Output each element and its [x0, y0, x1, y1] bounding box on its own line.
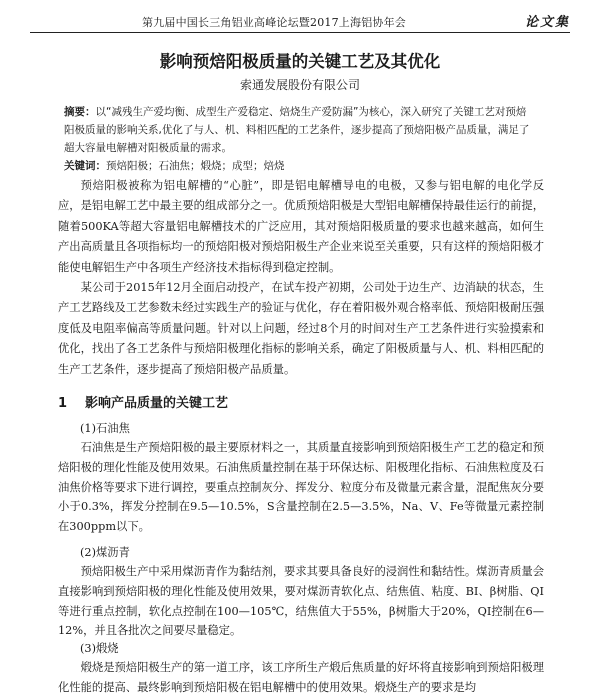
paragraph-coal-tar-pitch: 预焙阳极生产中采用煤沥青作为黏结剂，要求其要具备良好的浸润性和黏结性。煤沥青质量会直接影响到预焙阳极的理化性能及使用效果，要对煤沥青软化点、结焦值、粘度、BI、β树脂、QI等进行重点控制，软化点控制在100—105℃，结焦值大于55%，β树脂大于20%，QI控制在6—12%，并且各批次之间要尽量稳定。 [58, 565, 544, 638]
body-paragraph-1: 预焙阳极被称为铝电解槽的“心脏”，即是铝电解槽导电的电极，又参与铝电解的电化学反应，是铝电解工艺中最主要的组成部分之一。优质预焙阳极是大型铝电解槽保持最佳运行的前提，随着500KA等超大容量铝电解槽技术的广泛应用，其对预焙阳极质量的要求也越来越高，如何生产出高质量且各项指标均一的预焙阳极对预焙阳极生产企业来说至关重要，只有这样的预焙阳极才能使电解铝生产中各项生产经济技术指标得到稳定控制。 [58, 179, 544, 274]
running-header [30, 8, 570, 33]
paragraph-petroleum-coke: 石油焦是生产预焙阳极的最主要原材料之一，其质量直接影响到预焙阳极生产工艺的稳定和预焙阳极的理化性能及使用效果。石油焦质量控制在基于环保达标、阳极理化指标、石油焦粒度及石油焦价格等要求下进行调控，要重点控制灰分、挥发分、粒度分布及微量元素含量，混配焦灰分要小于0.3%，挥发分控制在9.5—10.5%，S含量控制在2.5—3.5%，Na、V、Fe等微量元素控制在300ppm以下。 [58, 441, 544, 534]
conference-name: 第九届中国长三角铝业高峰论坛暨2017上海铝协年会 [142, 16, 406, 29]
abstract-label: 摘要： [64, 106, 96, 118]
section-title: 影响产品质量的关键工艺 [85, 396, 229, 411]
section-number: 1 [58, 396, 68, 411]
abstract [64, 103, 536, 157]
subheading-coal-tar-pitch: (2)煤沥青 [80, 546, 130, 559]
keywords-label: 关键词： [64, 160, 106, 172]
keywords [64, 158, 536, 174]
body-paragraph-2: 某公司于2015年12月全面启动投产，在试车投产初期，公司处于边生产、边消缺的状态，生产工艺路线及工艺参数未经过实践生产的验证与优化，存在着阳极外观合格率低、预焙阳极耐压强度低及电阻率偏高等质量问题。针对以上问题，经过8个月的时间对生产工艺条件进行实验摸索和优化，找出了各工艺条件与预焙阳极理化指标的影响关系，确定了阳极质量与人、机、料相匹配的生产工艺条件，逐步提高了预焙阳极产品质量。 [58, 281, 544, 376]
section-heading-1 [58, 392, 228, 411]
proceedings-label: 论文集 [524, 15, 570, 30]
paper-title: 影响预焙阳极质量的关键工艺及其优化 [159, 52, 441, 71]
keywords-text: 预焙阳极；石油焦；煅烧；成型；焙烧 [106, 160, 285, 172]
subheading-petroleum-coke: (1)石油焦 [80, 422, 130, 435]
abstract-text: 以“减残生产爱均衡、成型生产爱稳定、焙烧生产爱防漏”为核心，深入研究了关键工艺对预焙阳极质量的影响关系,优化了与人、机、料相匹配的工艺条件，逐步提高了预焙阳极产品质量，满足了超大容量电解槽对阳极质量的需求。 [64, 106, 530, 154]
paper-author: 索通发展股份有限公司 [239, 78, 360, 92]
paragraph-calcination: 煅烧是预焙阳极生产的第一道工序，该工序所生产煅后焦质量的好坏将直接影响到预焙阳极理化性能的提高、最终影响到预焙阳极在铝电解槽中的使用效果。煅烧生产的要求是均 [58, 661, 544, 694]
subheading-calcination: (3)煅烧 [80, 642, 119, 655]
